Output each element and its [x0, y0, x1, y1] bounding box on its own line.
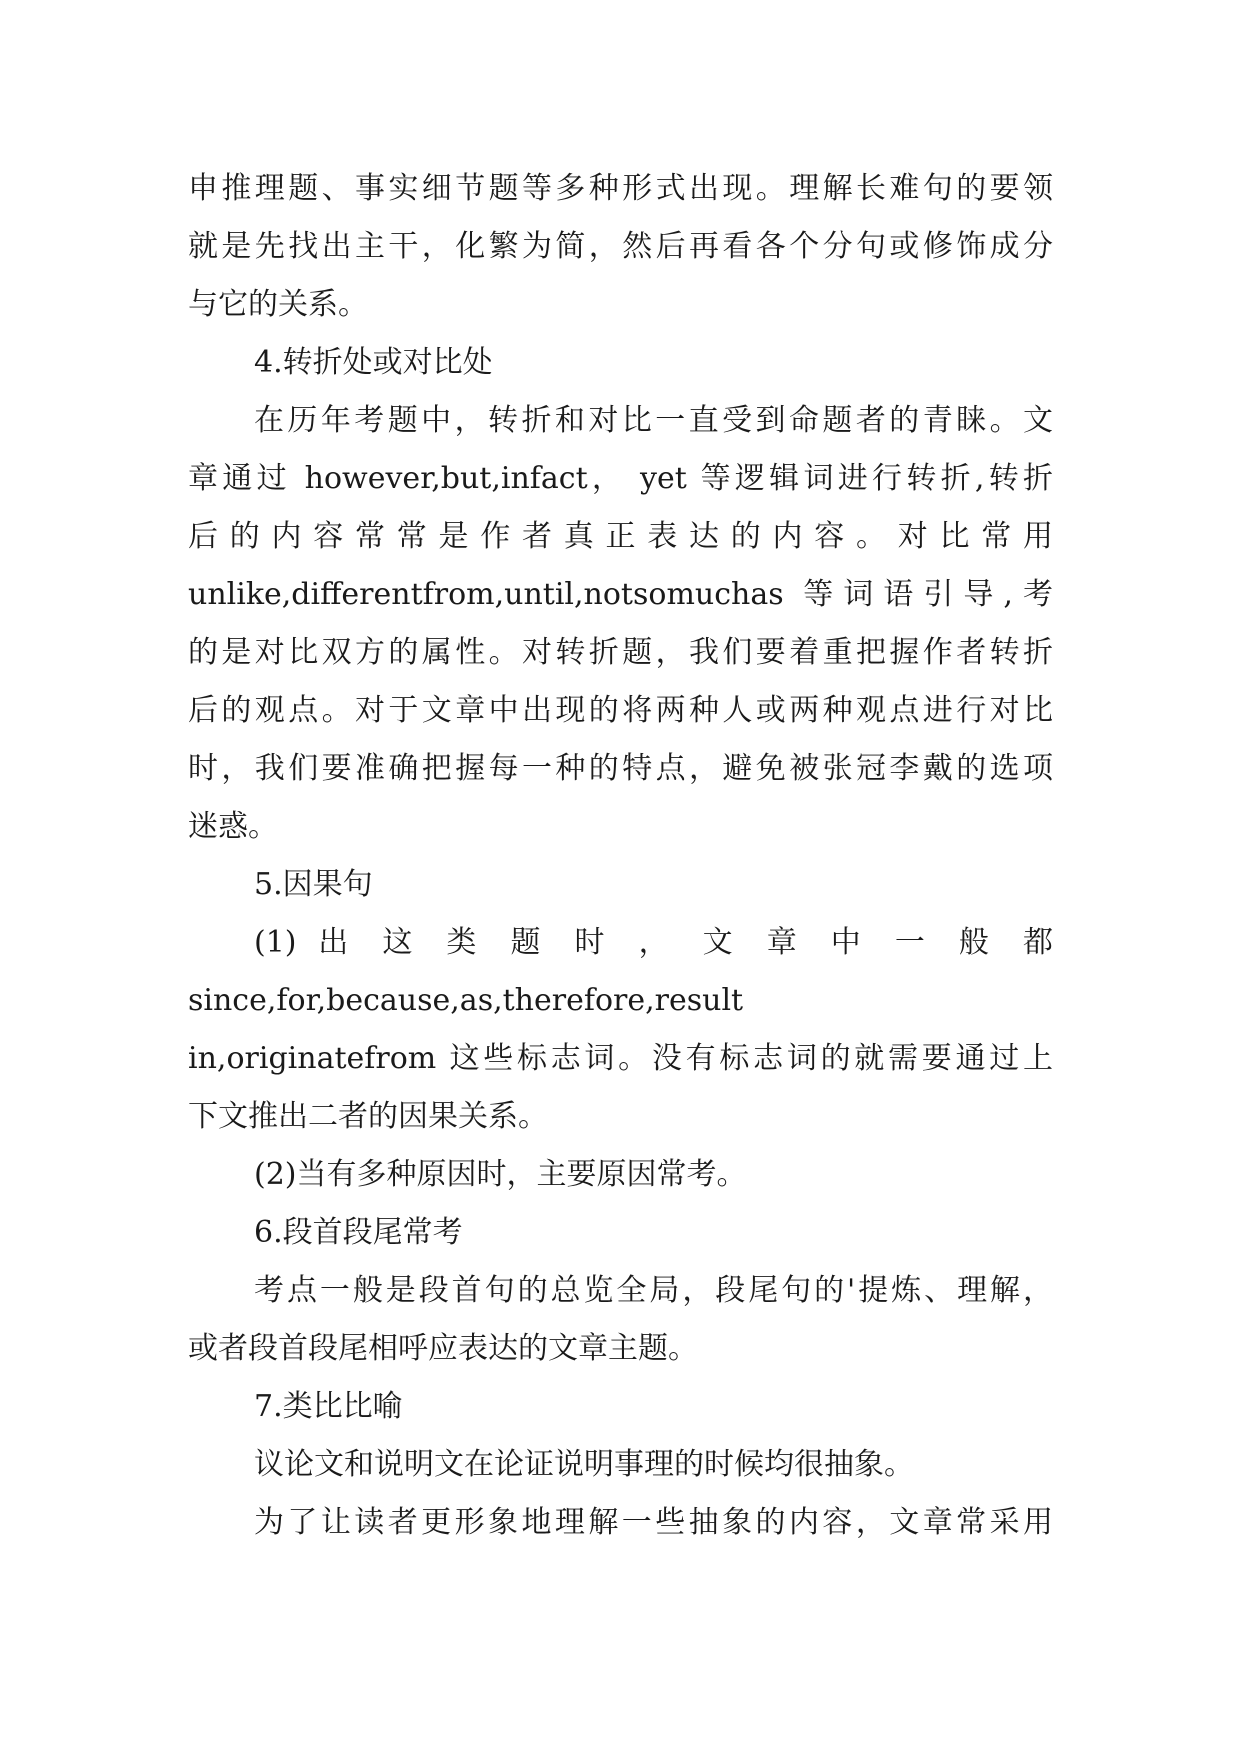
text-line: 议论文和说明文在论证说明事理的时候均很抽象。 [254, 1447, 914, 1482]
text-line: 申推理题、事实细节题等多种形式出现。理解长难句的要领 [188, 171, 1053, 206]
text-line: 章通过 however,but,infact， yet 等逻辑词进行转折,转折 [188, 461, 1053, 496]
text-line: 4.转折处或对比处 [254, 345, 493, 380]
text-line: 迷惑。 [188, 809, 278, 844]
text-line: 或者段首段尾相呼应表达的文章主题。 [188, 1331, 698, 1366]
text-line: 考点一般是段首句的总览全局，段尾句的'提炼、理解， [254, 1273, 1053, 1308]
text-line: 7.类比比喻 [254, 1389, 403, 1424]
text-line: 5.因果句 [254, 867, 373, 902]
text-line: 与它的关系。 [188, 287, 368, 322]
text-line: 在历年考题中，转折和对比一直受到命题者的青睐。文 [254, 403, 1053, 438]
text-line: unlike,differentfrom,until,notsomuchas 等词语引导,考 [188, 577, 1053, 612]
text-column [188, 160, 1053, 1552]
text-line: 后的观点。对于文章中出现的将两种人或两种观点进行对比 [188, 693, 1053, 728]
text-line: 下文推出二者的因果关系。 [188, 1099, 548, 1134]
text-line: since,for,because,as,therefore,result [188, 983, 744, 1018]
text-line: 为了让读者更形象地理解一些抽象的内容，文章常采用 [254, 1505, 1053, 1540]
text-line: 后 的 内 容 常 常 是 作 者 真 正 表 达 的 内 容 。 对 比 常 用 [188, 519, 1053, 554]
text-line: 时，我们要准确把握每一种的特点，避免被张冠李戴的选项 [188, 751, 1053, 786]
text-line: (1) 出 这 类 题 时 ， 文 章 中 一 般 都 [254, 925, 1053, 960]
text-line: 的是对比双方的属性。对转折题，我们要着重把握作者转折 [188, 635, 1053, 670]
text-line: in,originatefrom 这些标志词。没有标志词的就需要通过上 [188, 1041, 1053, 1076]
text-line: 6.段首段尾常考 [254, 1215, 463, 1250]
text-line: 就是先找出主干，化繁为简，然后再看各个分句或修饰成分 [188, 229, 1053, 264]
text-line: (2)当有多种原因时，主要原因常考。 [254, 1157, 747, 1192]
